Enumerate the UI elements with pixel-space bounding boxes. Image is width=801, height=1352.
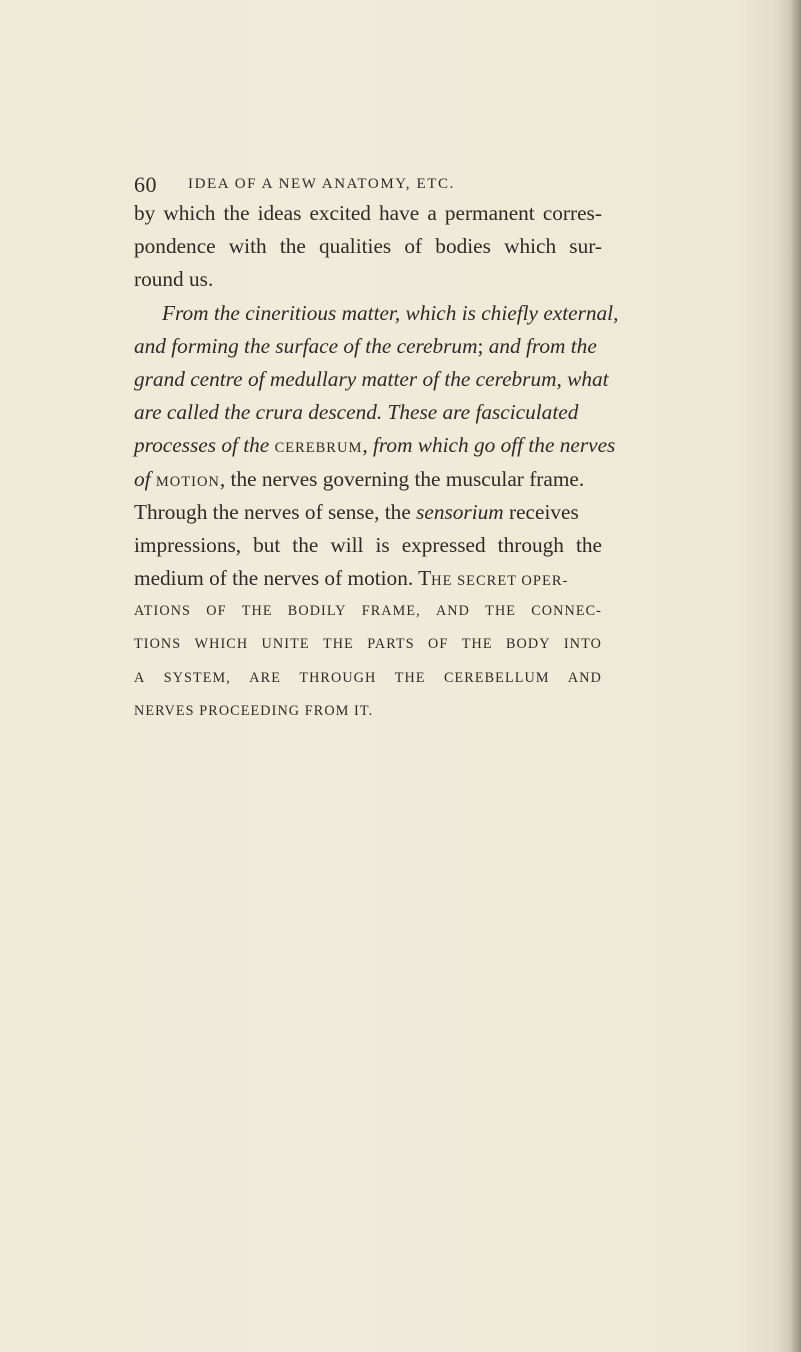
word: PARTS [367, 636, 415, 653]
word: BODILY [287, 603, 347, 620]
word: AND [567, 669, 602, 686]
word: THE [322, 636, 354, 653]
text-line [134, 363, 609, 396]
plain-text: Through the nerves of sense, the [134, 499, 417, 524]
word: THE [485, 603, 517, 620]
page-number: 60 [134, 172, 157, 197]
word: OF [428, 636, 449, 653]
word: THE [241, 603, 273, 620]
word: have [379, 201, 420, 225]
word: ideas [257, 201, 302, 225]
body-text [134, 197, 619, 728]
word: the [279, 234, 306, 259]
text-line [134, 197, 602, 230]
text-line-content [134, 197, 602, 230]
word: A [134, 669, 146, 686]
word: CONNEC- [531, 603, 602, 620]
plain-text: , the nerves governing the muscular frame. [219, 466, 585, 491]
word: pondence [134, 234, 216, 259]
word: TIONS [134, 636, 182, 653]
page-edge-shadow [791, 0, 801, 1352]
word: SYSTEM, [163, 669, 231, 686]
word: will [330, 532, 364, 557]
text-line [134, 330, 602, 363]
word: the [292, 532, 319, 557]
italic-text: grand centre of medullary matter of the cerebrum, what [134, 366, 609, 391]
text-line-content: round us. [134, 267, 214, 292]
italic-text: from which go off the nerves [373, 433, 616, 458]
word: INTO [563, 636, 602, 653]
text-line [134, 529, 602, 562]
small-caps-line-content [134, 595, 602, 628]
word: THE [394, 669, 426, 686]
word: sur- [569, 234, 602, 259]
word: is [375, 532, 390, 557]
word: impressions, [134, 532, 242, 557]
word: the [575, 532, 602, 557]
small-caps-text: HE SECRET OPER- [431, 573, 569, 590]
text-line-content [134, 230, 602, 263]
text-line [134, 230, 602, 263]
word: by [134, 201, 156, 225]
word: which [163, 201, 216, 225]
italic-text: From the cineritious matter, which is chiefly external, [162, 300, 619, 325]
word: ARE [249, 669, 281, 686]
small-caps-line-content: NERVES PROCEEDING FROM IT. [134, 702, 374, 719]
italic-text: and forming the surface of the cerebrum [134, 333, 478, 358]
text-line [134, 396, 602, 429]
word: which [504, 234, 557, 259]
punctuation: ; [477, 333, 489, 358]
text-line [134, 562, 602, 595]
small-caps-line-content [134, 662, 602, 695]
word: ATIONS [134, 603, 192, 620]
punctuation: , [362, 433, 373, 458]
word: permanent [444, 201, 535, 225]
word: the [223, 201, 250, 225]
word: through [497, 532, 564, 557]
word: AND [435, 603, 470, 620]
small-caps-line [134, 662, 602, 695]
word: with [228, 234, 267, 259]
word: a [427, 201, 437, 225]
word: UNITE [261, 636, 310, 653]
text-line [134, 263, 602, 296]
text-line [134, 297, 619, 330]
italic-text: are called the crura descend. These are fasciculated [134, 400, 579, 425]
word: expressed [401, 532, 486, 557]
word: OF [206, 603, 227, 620]
text-line [134, 429, 616, 462]
word: qualities [319, 234, 392, 259]
small-caps-text: CEREBRUM [274, 440, 363, 457]
text-line [134, 463, 602, 496]
italic-text: processes of the [134, 433, 275, 458]
word: THE [461, 636, 493, 653]
word: bodies [435, 234, 491, 259]
small-caps-text: MOTION [155, 473, 220, 490]
small-caps-line [134, 595, 602, 628]
word: of [404, 234, 423, 259]
word: CEREBELLUM [443, 669, 550, 686]
word: FRAME, [361, 603, 421, 620]
italic-text: of [134, 466, 156, 491]
word: WHICH [194, 636, 249, 653]
small-caps-line [134, 695, 602, 728]
running-head: IDEA OF A NEW ANATOMY, ETC. [188, 176, 455, 192]
small-caps-line-content [134, 628, 602, 661]
small-caps-line [134, 628, 602, 661]
plain-text: receives [503, 499, 579, 524]
italic-text: and from the [488, 333, 597, 358]
word: BODY [505, 636, 551, 653]
text-line [134, 496, 602, 529]
word: but [253, 532, 281, 557]
word: THROUGH [299, 669, 377, 686]
word: corres- [542, 201, 602, 225]
word: excited [309, 201, 371, 225]
drop-capital: T [418, 566, 432, 591]
italic-text: sensorium [416, 499, 504, 524]
plain-text: medium of the nerves of motion. [134, 566, 419, 591]
text-line-content [134, 529, 602, 562]
